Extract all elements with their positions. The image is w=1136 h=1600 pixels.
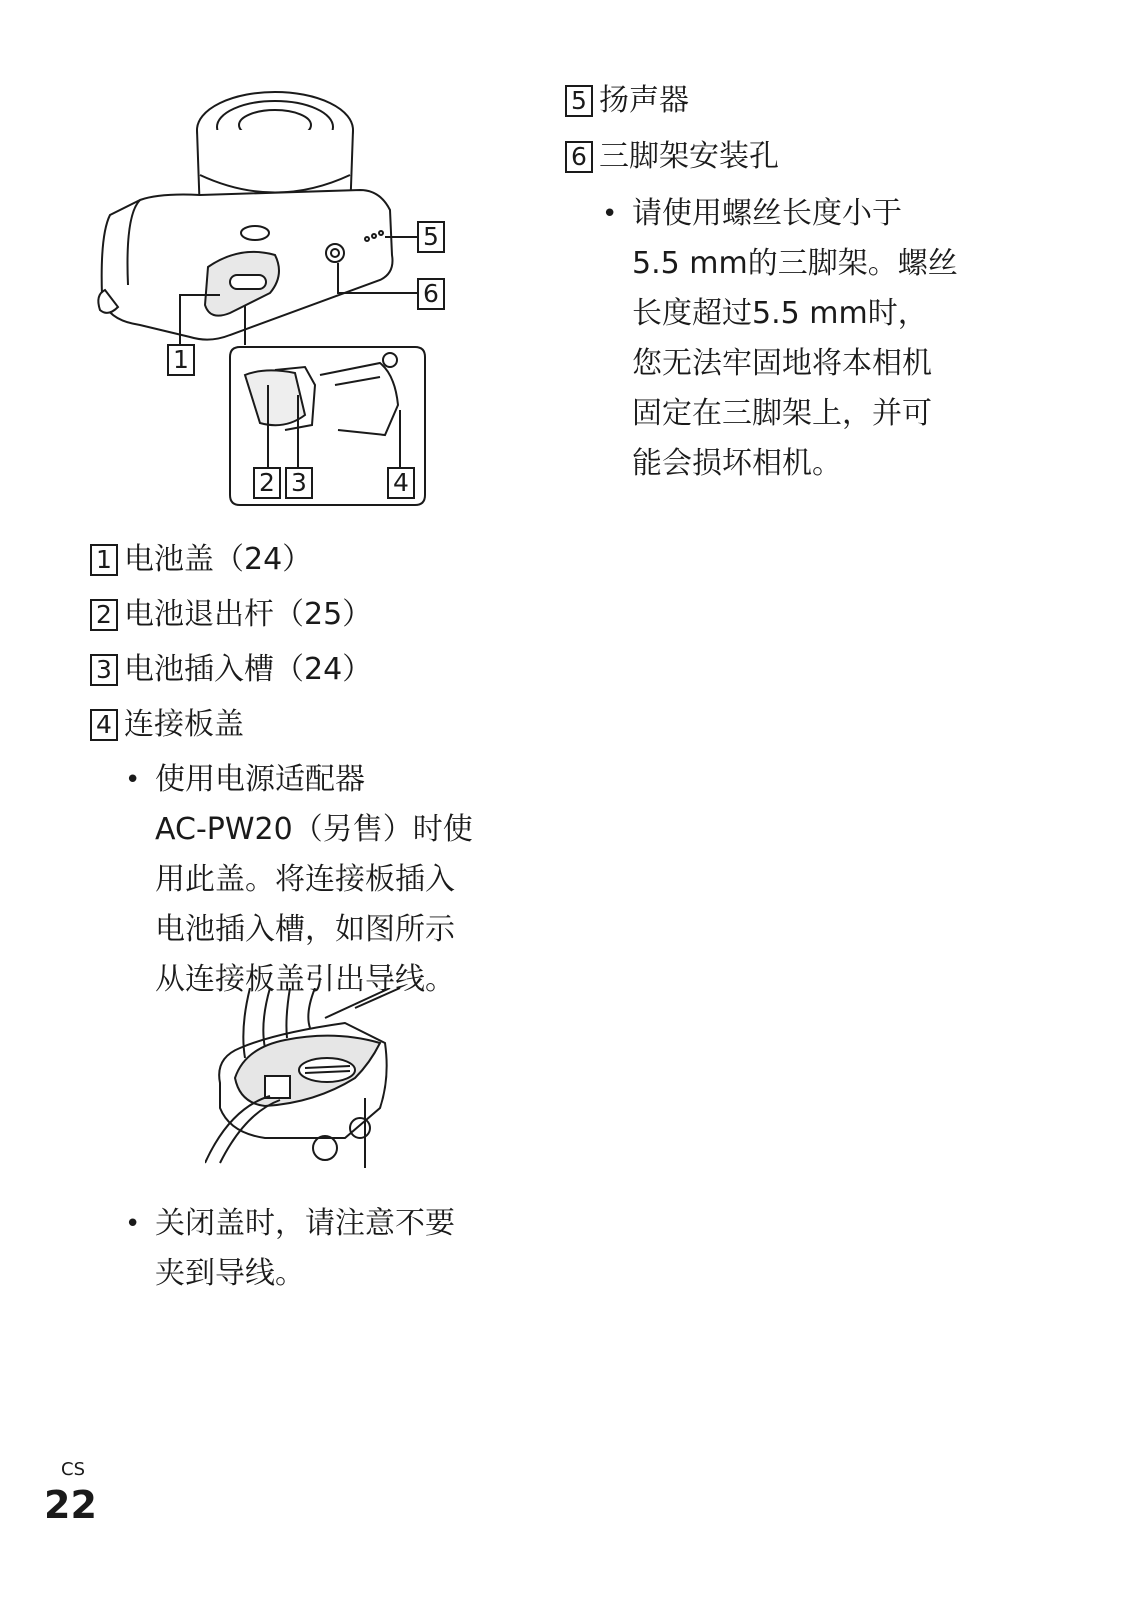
item-label: 三脚架安装孔 (599, 139, 779, 174)
item-speaker (565, 82, 689, 120)
item-number: 2 (90, 599, 118, 631)
bullet-dot: • (602, 199, 618, 229)
item-number: 3 (90, 654, 118, 686)
note-line: 能会损坏相机。 (632, 446, 842, 481)
cable-routing-illustration (205, 988, 405, 1168)
language-code: CS (61, 1459, 85, 1480)
note-line: 夹到导线。 (155, 1256, 305, 1291)
item-tripod-socket (565, 138, 779, 176)
callout-3: 3 (285, 467, 313, 499)
note-close-cover (125, 1199, 455, 1299)
note-line: AC-PW20（另售）时使 (155, 812, 473, 847)
note-line: 5.5 mm的三脚架。螺丝 (632, 246, 958, 281)
note-line: 使用电源适配器 (155, 762, 365, 797)
item-label: 连接板盖 (124, 707, 244, 742)
note-ac-adapter (125, 755, 473, 1005)
item-label: 电池盖（24） (124, 542, 313, 577)
note-tripod-screw (602, 189, 958, 489)
item-label: 电池退出杆（25） (124, 597, 373, 632)
note-line: 从连接板盖引出导线。 (155, 962, 455, 997)
note-line: 固定在三脚架上，并可 (632, 396, 932, 431)
callout-6: 6 (417, 278, 445, 310)
item-label: 电池插入槽（24） (124, 652, 373, 687)
note-line: 您无法牢固地将本相机 (632, 346, 932, 381)
item-label: 扬声器 (599, 83, 689, 118)
item-battery-cover (90, 541, 312, 579)
item-number: 4 (90, 709, 118, 741)
bullet-dot: • (125, 765, 141, 795)
bullet-dot: • (125, 1209, 141, 1239)
page-number: 22 (44, 1483, 97, 1527)
item-connection-plate-cover (90, 706, 244, 744)
note-line: 用此盖。将连接板插入 (155, 862, 455, 897)
note-line: 关闭盖时，请注意不要 (155, 1206, 455, 1241)
item-battery-eject-lever (90, 596, 372, 634)
note-line: 长度超过5.5 mm时， (632, 296, 928, 331)
note-line: 请使用螺丝长度小于 (632, 196, 902, 231)
callout-2: 2 (253, 467, 281, 499)
callout-1: 1 (167, 344, 195, 376)
callout-5: 5 (417, 221, 445, 253)
item-number: 5 (565, 85, 593, 117)
callout-4: 4 (387, 467, 415, 499)
item-number: 1 (90, 544, 118, 576)
item-battery-slot (90, 651, 372, 689)
item-number: 6 (565, 141, 593, 173)
note-line: 电池插入槽，如图所示 (155, 912, 455, 947)
